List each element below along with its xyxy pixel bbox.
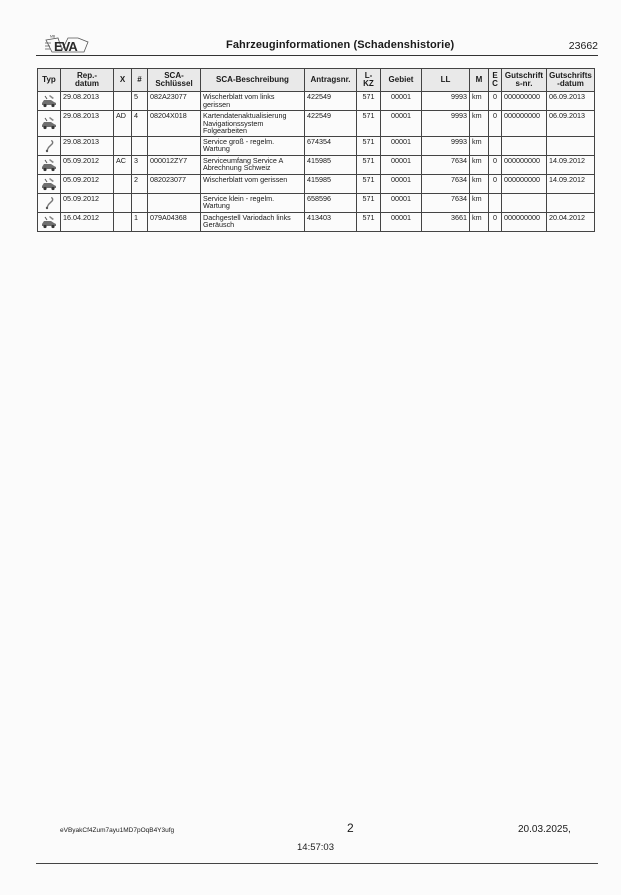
- sca-description-cell: Wischerblatt vom gerissen: [201, 174, 305, 193]
- credit-number-cell: 000000000: [502, 155, 547, 174]
- table-row: [38, 136, 595, 155]
- ec-cell: 0: [489, 174, 502, 193]
- sca-key-cell: 08204X018: [148, 111, 201, 137]
- sca-key-cell: 000012ZY7: [148, 155, 201, 174]
- sca-key-cell: 082A23077: [148, 92, 201, 111]
- credit-date-cell: 14.09.2012: [547, 174, 595, 193]
- column-header: #: [132, 69, 148, 92]
- header-divider: [36, 55, 598, 56]
- application-number-cell: 413403: [305, 212, 357, 231]
- repair-date-cell: 05.09.2012: [61, 193, 114, 212]
- credit-date-cell: 14.09.2012: [547, 155, 595, 174]
- repair-date-cell: 05.09.2012: [61, 155, 114, 174]
- country-code-cell: 571: [357, 193, 381, 212]
- number-cell: [132, 136, 148, 155]
- sca-key-cell: [148, 136, 201, 155]
- column-header: SCA- Schlüssel: [148, 69, 201, 92]
- column-header: L- KZ: [357, 69, 381, 92]
- ec-cell: 0: [489, 155, 502, 174]
- footer-code: eVByakCf4Zum7ayu1MD7pOqB4Y3ufg: [60, 827, 175, 834]
- credit-number-cell: 000000000: [502, 212, 547, 231]
- column-header: X: [114, 69, 132, 92]
- number-cell: 5: [132, 92, 148, 111]
- service-wrench-icon: [38, 139, 60, 153]
- repair-vehicle-icon: [38, 158, 60, 172]
- type-cell: [38, 174, 61, 193]
- credit-date-cell: [547, 136, 595, 155]
- application-number-cell: 415985: [305, 174, 357, 193]
- repair-vehicle-icon: [38, 177, 60, 191]
- type-cell: [38, 136, 61, 155]
- x-cell: [114, 212, 132, 231]
- repair-date-cell: 29.08.2013: [61, 92, 114, 111]
- x-cell: [114, 193, 132, 212]
- credit-date-cell: 20.04.2012: [547, 212, 595, 231]
- number-cell: 2: [132, 174, 148, 193]
- table-row: [38, 155, 595, 174]
- mileage-cell: 3661: [422, 212, 470, 231]
- type-cell: [38, 92, 61, 111]
- mileage-cell: 7634: [422, 193, 470, 212]
- page-header: [36, 32, 598, 56]
- credit-date-cell: 06.09.2013: [547, 111, 595, 137]
- repair-vehicle-icon: [38, 116, 60, 130]
- unit-cell: km: [470, 92, 489, 111]
- unit-cell: km: [470, 155, 489, 174]
- mileage-cell: 9993: [422, 136, 470, 155]
- country-code-cell: 571: [357, 155, 381, 174]
- ec-cell: 0: [489, 92, 502, 111]
- column-header: Gebiet: [381, 69, 422, 92]
- table-row: [38, 212, 595, 231]
- page-number: 2: [347, 821, 354, 835]
- number-cell: 3: [132, 155, 148, 174]
- damage-history-table: [37, 68, 595, 232]
- ec-cell: 0: [489, 212, 502, 231]
- repair-vehicle-icon: [38, 94, 60, 108]
- region-cell: 00001: [381, 111, 422, 137]
- svg-text:MB: MB: [50, 34, 56, 39]
- repair-vehicle-icon: [38, 215, 60, 229]
- mileage-cell: 9993: [422, 92, 470, 111]
- application-number-cell: 422549: [305, 92, 357, 111]
- table-row: [38, 174, 595, 193]
- column-header: Gutschrift s-nr.: [502, 69, 547, 92]
- x-cell: AD: [114, 111, 132, 137]
- application-number-cell: 658596: [305, 193, 357, 212]
- region-cell: 00001: [381, 174, 422, 193]
- repair-date-cell: 16.04.2012: [61, 212, 114, 231]
- footer-divider: [36, 863, 598, 864]
- sca-description-cell: Kartendatenaktualisierung Navigationssystem Folgearbeiten: [201, 111, 305, 137]
- number-cell: [132, 193, 148, 212]
- credit-date-cell: [547, 193, 595, 212]
- footer-time: 14:57:03: [297, 842, 334, 853]
- footer-date: 20.03.2025,: [518, 824, 571, 835]
- table-row: [38, 92, 595, 111]
- column-header: E C: [489, 69, 502, 92]
- mileage-cell: 7634: [422, 174, 470, 193]
- mileage-cell: 7634: [422, 155, 470, 174]
- country-code-cell: 571: [357, 111, 381, 137]
- x-cell: [114, 174, 132, 193]
- column-header: Rep.- datum: [61, 69, 114, 92]
- application-number-cell: 422549: [305, 111, 357, 137]
- unit-cell: km: [470, 193, 489, 212]
- sca-description-cell: Dachgestell Variodach links Geräusch: [201, 212, 305, 231]
- type-cell: [38, 111, 61, 137]
- region-cell: 00001: [381, 92, 422, 111]
- unit-cell: km: [470, 136, 489, 155]
- region-cell: 00001: [381, 193, 422, 212]
- unit-cell: km: [470, 174, 489, 193]
- ec-cell: [489, 193, 502, 212]
- x-cell: [114, 92, 132, 111]
- repair-date-cell: 29.08.2013: [61, 136, 114, 155]
- number-cell: 4: [132, 111, 148, 137]
- repair-date-cell: 29.08.2013: [61, 111, 114, 137]
- type-cell: [38, 193, 61, 212]
- sca-key-cell: 079A04368: [148, 212, 201, 231]
- region-cell: 00001: [381, 155, 422, 174]
- credit-number-cell: [502, 193, 547, 212]
- application-number-cell: 415985: [305, 155, 357, 174]
- svg-text:EVA: EVA: [54, 39, 77, 54]
- region-cell: 00001: [381, 136, 422, 155]
- type-cell: [38, 212, 61, 231]
- sca-description-cell: Service groß - regelm. Wartung: [201, 136, 305, 155]
- country-code-cell: 571: [357, 174, 381, 193]
- eva-logo: [44, 34, 92, 56]
- service-wrench-icon: [38, 196, 60, 210]
- column-header: M: [470, 69, 489, 92]
- document-number: 23662: [568, 40, 598, 52]
- mileage-cell: 9993: [422, 111, 470, 137]
- region-cell: 00001: [381, 212, 422, 231]
- column-header: Antragsnr.: [305, 69, 357, 92]
- sca-description-cell: Service klein - regelm. Wartung: [201, 193, 305, 212]
- x-cell: AC: [114, 155, 132, 174]
- unit-cell: km: [470, 212, 489, 231]
- country-code-cell: 571: [357, 92, 381, 111]
- ec-cell: 0: [489, 111, 502, 137]
- credit-number-cell: 000000000: [502, 111, 547, 137]
- country-code-cell: 571: [357, 212, 381, 231]
- column-header: Typ: [38, 69, 61, 92]
- credit-number-cell: 000000000: [502, 92, 547, 111]
- sca-key-cell: [148, 193, 201, 212]
- credit-number-cell: 000000000: [502, 174, 547, 193]
- sca-description-cell: Serviceumfang Service A Abrechnung Schweiz: [201, 155, 305, 174]
- application-number-cell: 674354: [305, 136, 357, 155]
- credit-date-cell: 06.09.2013: [547, 92, 595, 111]
- table-row: [38, 111, 595, 137]
- table-header-row: [38, 69, 595, 92]
- credit-number-cell: [502, 136, 547, 155]
- country-code-cell: 571: [357, 136, 381, 155]
- sca-key-cell: 082023077: [148, 174, 201, 193]
- sca-description-cell: Wischerblatt vom links gerissen: [201, 92, 305, 111]
- number-cell: 1: [132, 212, 148, 231]
- repair-date-cell: 05.09.2012: [61, 174, 114, 193]
- x-cell: [114, 136, 132, 155]
- column-header: Gutschrifts -datum: [547, 69, 595, 92]
- column-header: SCA-Beschreibung: [201, 69, 305, 92]
- table-row: [38, 193, 595, 212]
- unit-cell: km: [470, 111, 489, 137]
- ec-cell: [489, 136, 502, 155]
- type-cell: [38, 155, 61, 174]
- column-header: LL: [422, 69, 470, 92]
- page-title: Fahrzeuginformationen (Schadenshistorie): [226, 39, 455, 51]
